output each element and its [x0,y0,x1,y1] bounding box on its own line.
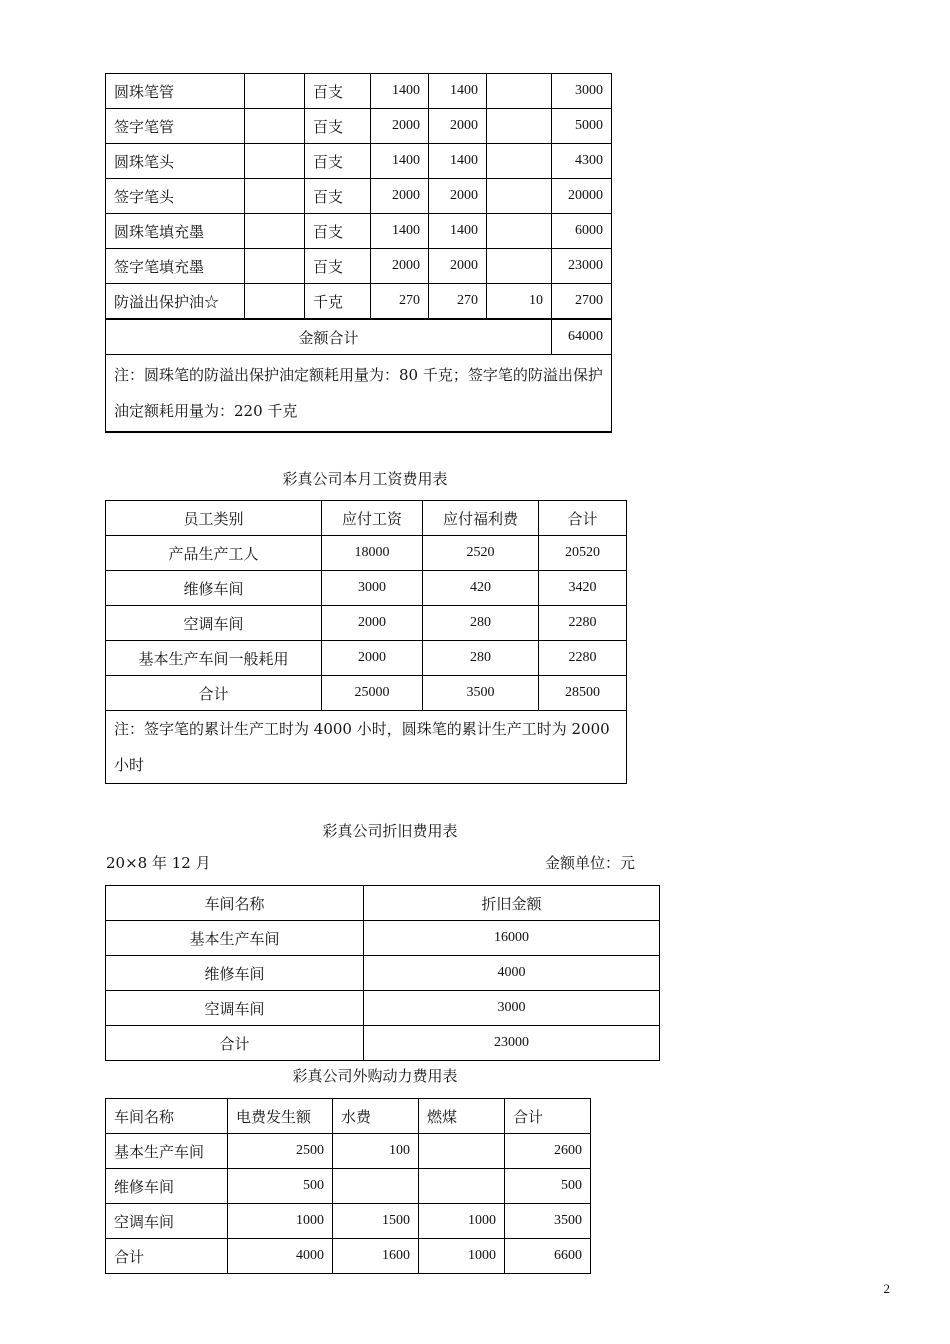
total-label-cell: 金额合计 [106,319,552,355]
amount-cell [333,1169,419,1204]
amount-cell: 20000 [552,179,612,214]
quantity-cell [487,144,552,179]
amount-cell: 2280 [539,606,627,641]
quantity-cell [487,214,552,249]
amount-cell: 2000 [322,641,423,676]
materials-table [105,73,612,433]
material-name-cell: 签字笔填充墨 [106,249,245,284]
table-row [106,249,612,284]
empty-cell [245,109,305,144]
empty-cell [245,284,305,320]
column-header: 电费发生额 [228,1099,333,1134]
table-row [106,571,627,606]
category-cell: 产品生产工人 [106,536,322,571]
table-row [106,1134,591,1169]
amount-cell: 3500 [505,1204,591,1239]
table-row [106,109,612,144]
table-row [106,1169,591,1204]
quantity-cell: 1400 [371,214,429,249]
quantity-cell: 270 [371,284,429,320]
quantity-cell: 1400 [429,144,487,179]
table-row [106,284,612,320]
table-row [106,676,627,711]
quantity-cell: 2000 [429,109,487,144]
amount-cell: 280 [423,606,539,641]
column-header: 员工类别 [106,501,322,536]
amount-cell: 4000 [228,1239,333,1274]
material-name-cell: 圆珠笔管 [106,74,245,109]
material-name-cell: 签字笔管 [106,109,245,144]
category-cell: 维修车间 [106,571,322,606]
empty-cell [245,249,305,284]
table-row [106,921,660,956]
empty-cell [245,74,305,109]
amount-cell: 1000 [228,1204,333,1239]
power-table [105,1098,591,1274]
workshop-cell: 基本生产车间 [106,921,364,956]
quantity-cell: 1400 [371,144,429,179]
quantity-cell: 2000 [429,249,487,284]
table-row [106,74,612,109]
table-row [106,606,627,641]
unit-cell: 百支 [305,214,371,249]
amount-cell: 4000 [364,956,660,991]
quantity-cell: 1400 [371,74,429,109]
header-row [106,886,660,921]
amount-cell: 2500 [228,1134,333,1169]
wages-table [105,500,627,784]
amount-cell: 1000 [419,1239,505,1274]
amount-cell [419,1169,505,1204]
empty-cell [245,179,305,214]
material-name-cell: 圆珠笔填充墨 [106,214,245,249]
column-header: 车间名称 [106,1099,228,1134]
depreciation-table [105,885,660,1061]
unit-cell: 百支 [305,179,371,214]
empty-cell [245,214,305,249]
amount-cell: 28500 [539,676,627,711]
workshop-cell: 合计 [106,1239,228,1274]
amount-cell: 3500 [423,676,539,711]
quantity-cell: 1400 [429,214,487,249]
material-name-cell: 圆珠笔头 [106,144,245,179]
unit-cell: 百支 [305,74,371,109]
amount-cell: 5000 [552,109,612,144]
column-header: 车间名称 [106,886,364,921]
workshop-cell: 维修车间 [106,956,364,991]
category-cell: 基本生产车间一般耗用 [106,641,322,676]
amount-cell: 420 [423,571,539,606]
table-row [106,1204,591,1239]
column-header: 折旧金额 [364,886,660,921]
quantity-cell [487,109,552,144]
amount-cell: 2600 [505,1134,591,1169]
material-name-cell: 防溢出保护油☆ [106,284,245,320]
amount-cell: 25000 [322,676,423,711]
column-header: 应付工资 [322,501,423,536]
header-row [106,501,627,536]
category-cell: 空调车间 [106,606,322,641]
workshop-cell: 空调车间 [106,1204,228,1239]
amount-cell: 6600 [505,1239,591,1274]
amount-cell: 2280 [539,641,627,676]
quantity-cell [487,179,552,214]
column-header: 燃煤 [419,1099,505,1134]
amount-cell: 1000 [419,1204,505,1239]
quantity-cell: 2000 [429,179,487,214]
unit-cell: 百支 [305,109,371,144]
empty-cell [245,144,305,179]
total-row [106,319,612,355]
amount-cell: 280 [423,641,539,676]
quantity-cell: 2000 [371,179,429,214]
amount-cell: 1500 [333,1204,419,1239]
quantity-cell: 270 [429,284,487,320]
unit-cell: 千克 [305,284,371,320]
amount-cell: 2520 [423,536,539,571]
workshop-cell: 维修车间 [106,1169,228,1204]
amount-cell: 3000 [322,571,423,606]
amount-cell: 6000 [552,214,612,249]
table-row [106,956,660,991]
table-row [106,144,612,179]
amount-cell: 3000 [552,74,612,109]
column-header: 应付福利费 [423,501,539,536]
note-row [106,355,612,433]
amount-cell: 100 [333,1134,419,1169]
amount-cell: 2000 [322,606,423,641]
table-row [106,536,627,571]
column-header: 水费 [333,1099,419,1134]
unit-cell: 百支 [305,144,371,179]
amount-cell: 3420 [539,571,627,606]
workshop-cell: 空调车间 [106,991,364,1026]
note-row [106,711,627,784]
page-number: 2 [883,1281,890,1296]
table-row [106,214,612,249]
table-row [106,1026,660,1061]
amount-cell: 18000 [322,536,423,571]
column-header: 合计 [505,1099,591,1134]
table-row [106,991,660,1026]
total-value-cell: 64000 [552,319,612,355]
amount-cell: 500 [505,1169,591,1204]
amount-cell: 2700 [552,284,612,320]
amount-cell [419,1134,505,1169]
power-table-title: 彩真公司外购动力费用表 [292,1067,458,1085]
table-row [106,1239,591,1274]
quantity-cell [487,74,552,109]
category-cell: 合计 [106,676,322,711]
amount-cell: 20520 [539,536,627,571]
column-header: 合计 [539,501,627,536]
quantity-cell: 1400 [429,74,487,109]
workshop-cell: 合计 [106,1026,364,1061]
depreciation-unit: 金额单位：元 [545,854,636,872]
depreciation-date: 20×8 年 12 月 [106,854,211,872]
quantity-cell [487,249,552,284]
amount-cell: 3000 [364,991,660,1026]
quantity-cell: 10 [487,284,552,320]
workshop-cell: 基本生产车间 [106,1134,228,1169]
unit-cell: 百支 [305,249,371,284]
wages-table-title: 彩真公司本月工资费用表 [282,470,448,488]
table-row [106,179,612,214]
amount-cell: 1600 [333,1239,419,1274]
amount-cell: 16000 [364,921,660,956]
depreciation-table-title: 彩真公司折旧费用表 [322,822,458,840]
note-cell: 注：签字笔的累计生产工时为 4000 小时，圆珠笔的累计生产工时为 2000 小时 [106,711,627,784]
quantity-cell: 2000 [371,249,429,284]
table-row [106,641,627,676]
amount-cell: 4300 [552,144,612,179]
amount-cell: 23000 [552,249,612,284]
quantity-cell: 2000 [371,109,429,144]
header-row [106,1099,591,1134]
amount-cell: 23000 [364,1026,660,1061]
amount-cell: 500 [228,1169,333,1204]
note-cell: 注：圆珠笔的防溢出保护油定额耗用量为：80 千克；签字笔的防溢出保护油定额耗用量为：220 千克 [106,355,612,433]
material-name-cell: 签字笔头 [106,179,245,214]
